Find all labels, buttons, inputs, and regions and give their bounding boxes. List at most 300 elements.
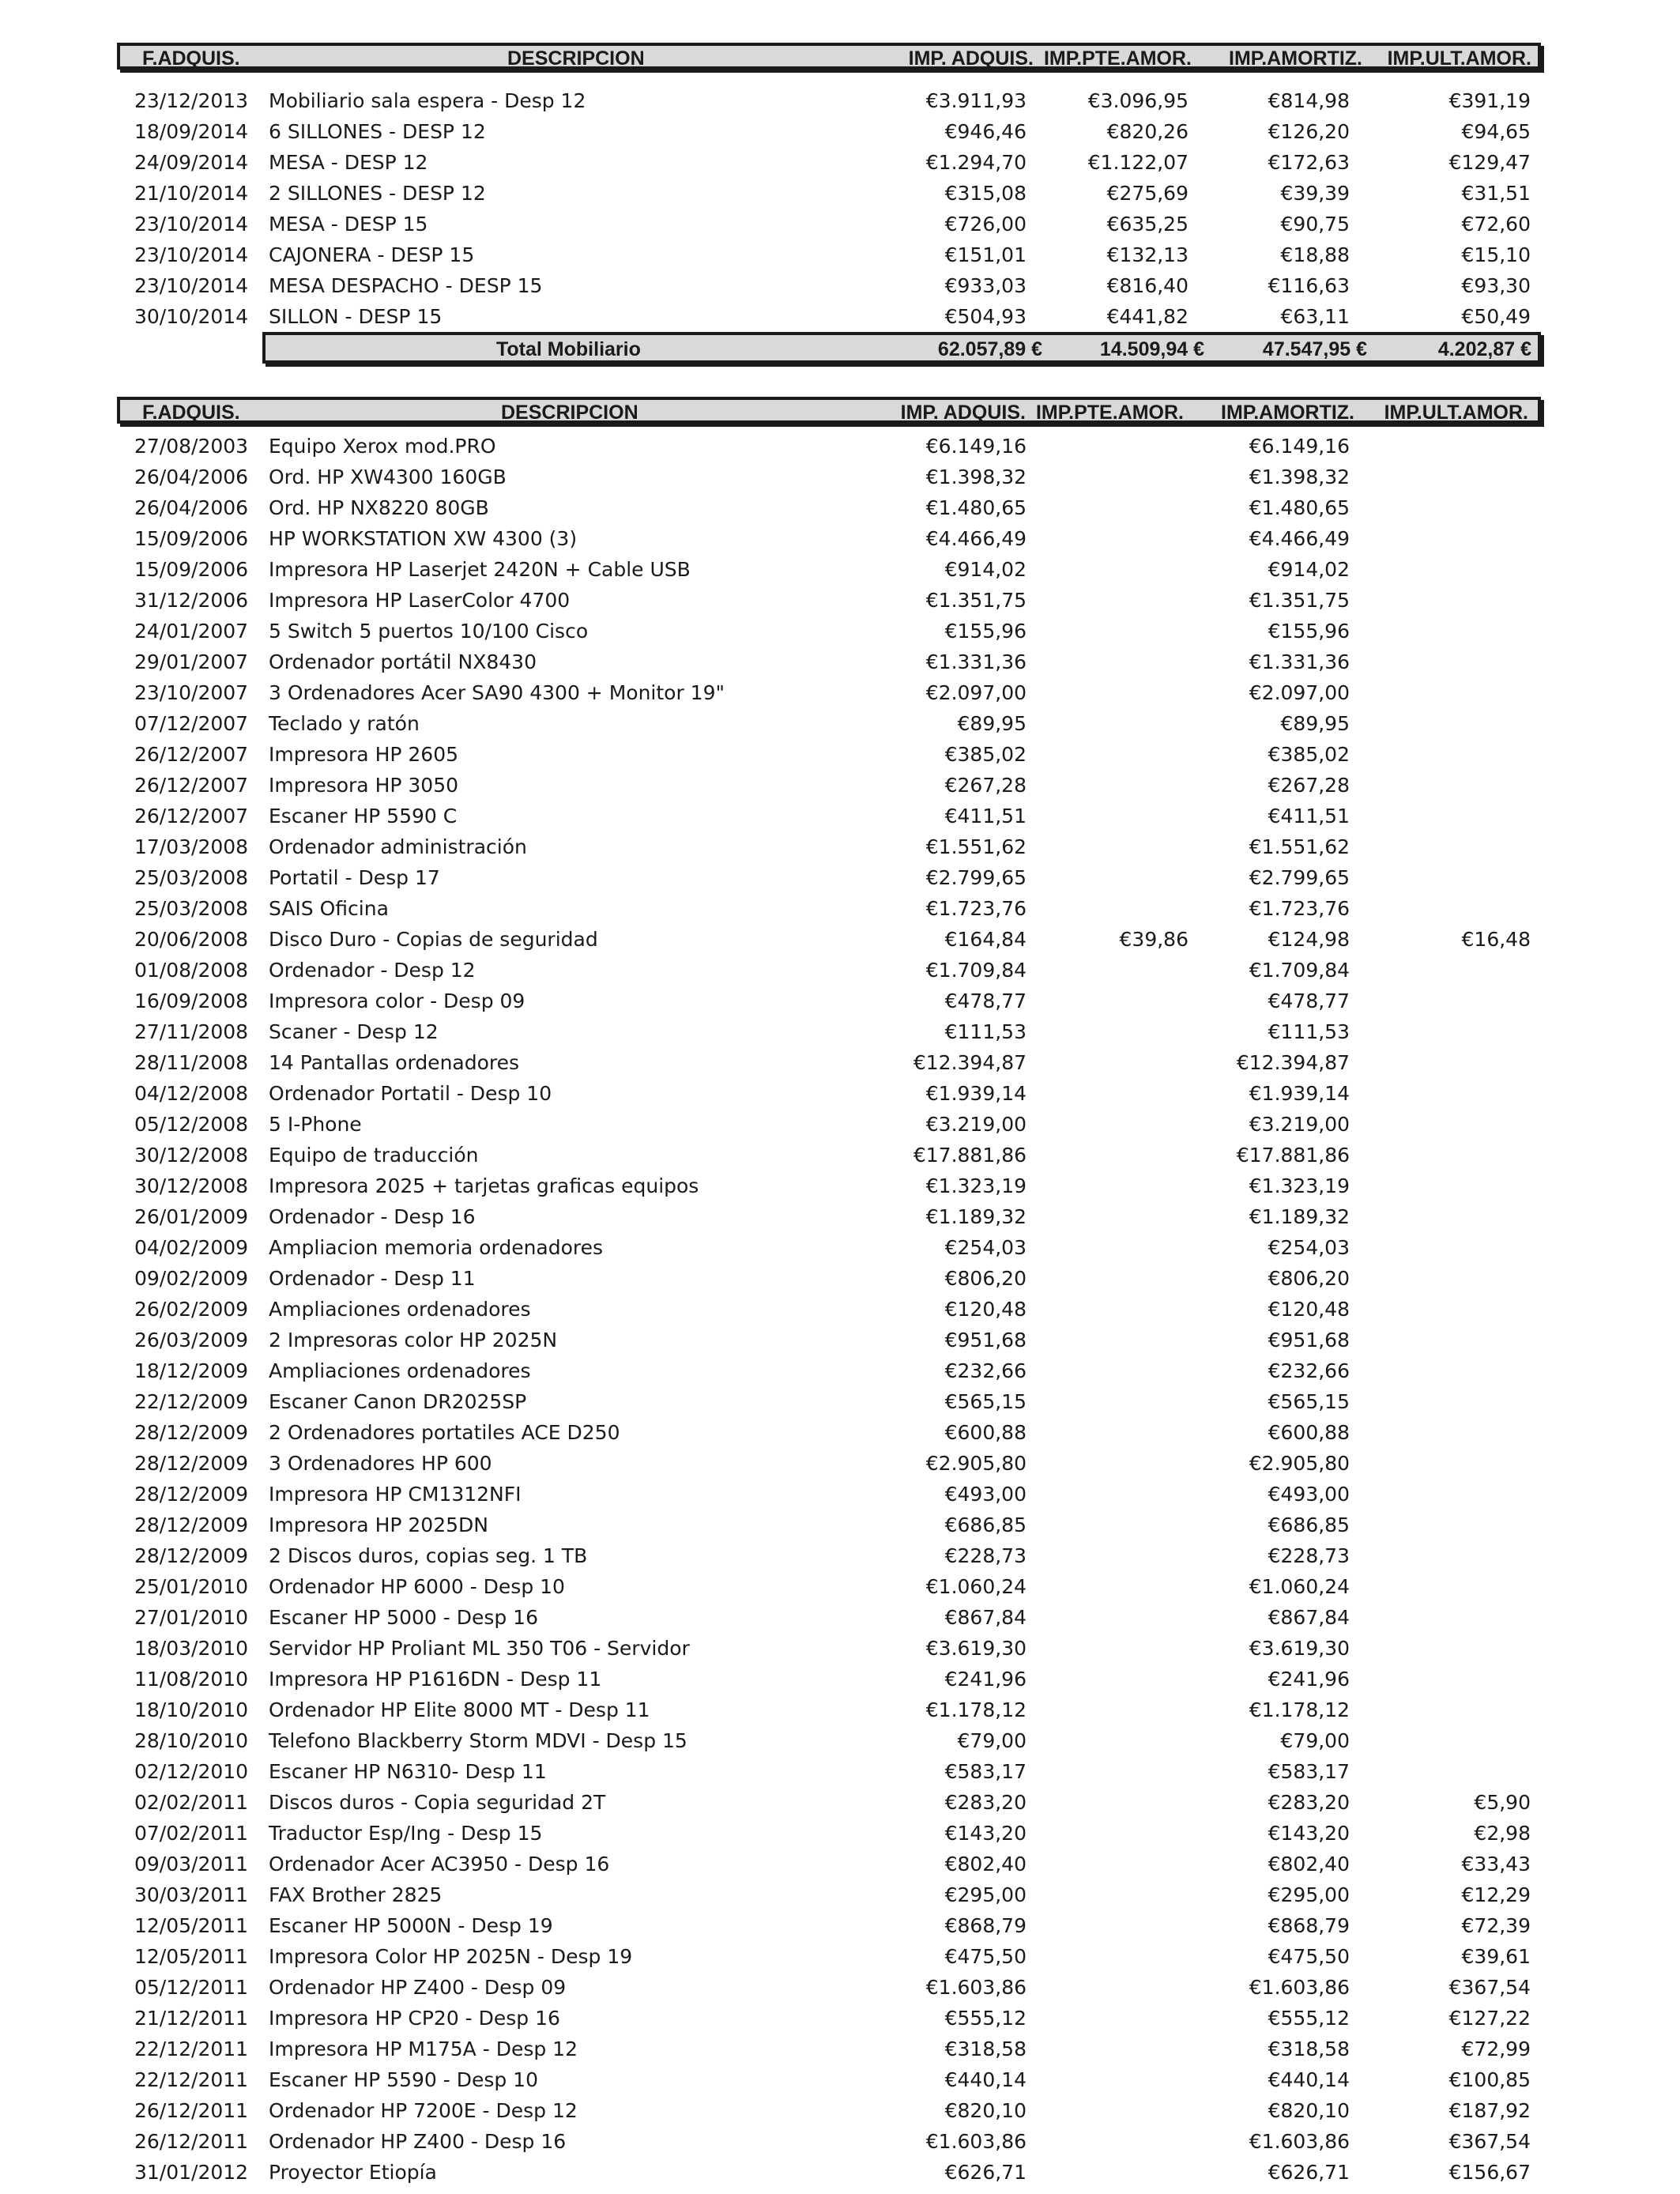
cell-descripcion: Ordenador Portatil - Desp 10 xyxy=(269,1082,552,1105)
cell-imp-amortiz: €626,71 xyxy=(1268,2161,1350,2184)
cell-imp-amortiz: €18,88 xyxy=(1280,243,1350,266)
table-row xyxy=(0,1293,1680,1324)
cell-imp-amortiz: €126,20 xyxy=(1268,120,1350,143)
cell-imp-amortiz: €267,28 xyxy=(1268,774,1350,797)
cell-fecha: 28/12/2009 xyxy=(134,1514,249,1536)
table-row xyxy=(0,2125,1680,2156)
cell-imp-pte-amor: €816,40 xyxy=(1106,274,1188,297)
table-row xyxy=(0,646,1680,677)
cell-imp-ult-amor: €39,61 xyxy=(1461,1945,1531,1968)
cell-descripcion: MESA DESPACHO - DESP 15 xyxy=(269,274,543,297)
table-row xyxy=(0,2002,1680,2033)
cell-imp-adquis: €1.060,24 xyxy=(925,1575,1026,1598)
cell-fecha: 04/02/2009 xyxy=(134,1236,249,1259)
cell-imp-adquis: €686,85 xyxy=(944,1514,1026,1536)
cell-fecha: 26/12/2007 xyxy=(134,774,249,797)
table-row xyxy=(0,146,1680,177)
table-row xyxy=(0,1262,1680,1293)
cell-imp-adquis: €1.723,76 xyxy=(925,897,1026,920)
cell-imp-amortiz: €6.149,16 xyxy=(1249,435,1350,458)
cell-imp-amortiz: €120,48 xyxy=(1268,1298,1350,1321)
table-row xyxy=(0,2156,1680,2187)
cell-imp-ult-amor: €187,92 xyxy=(1448,2099,1531,2122)
cell-imp-amortiz: €172,63 xyxy=(1268,151,1350,174)
cell-imp-amortiz: €868,79 xyxy=(1268,1914,1350,1937)
cell-imp-amortiz: €806,20 xyxy=(1268,1267,1350,1290)
cell-imp-adquis: €555,12 xyxy=(944,2007,1026,2030)
cell-fecha: 26/12/2011 xyxy=(134,2099,249,2122)
table-row xyxy=(0,1509,1680,1540)
cell-imp-adquis: €1.189,32 xyxy=(925,1205,1026,1228)
table-row xyxy=(0,177,1680,208)
cell-imp-amortiz: €565,15 xyxy=(1268,1390,1350,1413)
cell-imp-amortiz: €493,00 xyxy=(1268,1483,1350,1506)
equipos-table-body xyxy=(0,430,1680,2187)
cell-descripcion: Ord. HP NX8220 80GB xyxy=(269,496,489,519)
cell-fecha: 26/12/2007 xyxy=(134,743,249,766)
cell-imp-adquis: €120,48 xyxy=(944,1298,1026,1321)
cell-imp-amortiz: €814,98 xyxy=(1268,89,1350,112)
cell-descripcion: Impresora HP CP20 - Desp 16 xyxy=(269,2007,560,2030)
cell-fecha: 31/12/2006 xyxy=(134,589,249,612)
table-row xyxy=(0,1694,1680,1725)
cell-imp-adquis: €933,03 xyxy=(944,274,1026,297)
cell-imp-adquis: €1.294,70 xyxy=(925,151,1026,174)
cell-imp-adquis: €89,95 xyxy=(957,712,1026,735)
cell-imp-adquis: €1.323,19 xyxy=(925,1174,1026,1197)
cell-imp-amortiz: €232,66 xyxy=(1268,1359,1350,1382)
cell-fecha: 07/12/2007 xyxy=(134,712,249,735)
cell-imp-ult-amor: €12,29 xyxy=(1461,1883,1531,1906)
table-row xyxy=(0,1632,1680,1663)
cell-imp-adquis: €1.351,75 xyxy=(925,589,1026,612)
cell-imp-amortiz: €39,39 xyxy=(1280,182,1350,205)
cell-descripcion: Portatil - Desp 17 xyxy=(269,866,440,889)
cell-descripcion: Ordenador HP Z400 - Desp 09 xyxy=(269,1976,567,1999)
cell-fecha: 22/12/2009 xyxy=(134,1390,249,1413)
mobiliario-table-body xyxy=(0,85,1680,331)
cell-imp-amortiz: €914,02 xyxy=(1268,558,1350,581)
cell-descripcion: Ordenador - Desp 16 xyxy=(269,1205,476,1228)
cell-imp-adquis: €802,40 xyxy=(944,1853,1026,1875)
table-row xyxy=(0,2064,1680,2094)
cell-imp-pte-amor: €39,86 xyxy=(1119,928,1188,951)
header-imp-adquis: IMP. ADQUIS. xyxy=(900,401,1026,424)
cell-imp-adquis: €155,96 xyxy=(944,620,1026,643)
cell-imp-adquis: €254,03 xyxy=(944,1236,1026,1259)
table-row xyxy=(0,1755,1680,1786)
cell-imp-amortiz: €1.709,84 xyxy=(1249,959,1350,982)
cell-imp-pte-amor: €820,26 xyxy=(1106,120,1188,143)
cell-imp-amortiz: €1.323,19 xyxy=(1249,1174,1350,1197)
cell-fecha: 09/02/2009 xyxy=(134,1267,249,1290)
cell-descripcion: 3 Ordenadores Acer SA90 4300 + Monitor 19" xyxy=(269,681,725,704)
cell-fecha: 30/12/2008 xyxy=(134,1174,249,1197)
cell-fecha: 26/03/2009 xyxy=(134,1329,249,1351)
table-row xyxy=(0,1971,1680,2002)
cell-imp-adquis: €3.911,93 xyxy=(925,89,1026,112)
cell-fecha: 22/12/2011 xyxy=(134,2038,249,2060)
cell-descripcion: FAX Brother 2825 xyxy=(269,1883,443,1906)
cell-imp-ult-amor: €5,90 xyxy=(1474,1791,1531,1814)
cell-fecha: 02/12/2010 xyxy=(134,1760,249,1783)
table-row xyxy=(0,1077,1680,1108)
cell-fecha: 21/12/2011 xyxy=(134,2007,249,2030)
cell-imp-amortiz: €1.398,32 xyxy=(1249,466,1350,488)
cell-descripcion: Impresora HP LaserColor 4700 xyxy=(269,589,571,612)
table-row xyxy=(0,892,1680,923)
cell-imp-amortiz: €820,10 xyxy=(1268,2099,1350,2122)
cell-imp-amortiz: €2.905,80 xyxy=(1249,1452,1350,1475)
table-row xyxy=(0,1016,1680,1046)
cell-imp-amortiz: €12.394,87 xyxy=(1236,1051,1350,1074)
cell-fecha: 15/09/2006 xyxy=(134,527,249,550)
equipos-table-header xyxy=(117,397,1541,424)
cell-descripcion: Ampliaciones ordenadores xyxy=(269,1359,531,1382)
cell-imp-amortiz: €1.189,32 xyxy=(1249,1205,1350,1228)
cell-imp-ult-amor: €72,60 xyxy=(1461,213,1531,236)
table-row xyxy=(0,1324,1680,1355)
cell-fecha: 07/02/2011 xyxy=(134,1822,249,1845)
cell-fecha: 23/10/2014 xyxy=(134,243,249,266)
cell-fecha: 28/12/2009 xyxy=(134,1544,249,1567)
cell-imp-amortiz: €802,40 xyxy=(1268,1853,1350,1875)
cell-descripcion: HP WORKSTATION XW 4300 (3) xyxy=(269,527,578,550)
cell-imp-amortiz: €555,12 xyxy=(1268,2007,1350,2030)
cell-imp-amortiz: €1.723,76 xyxy=(1249,897,1350,920)
cell-imp-amortiz: €1.603,86 xyxy=(1249,2130,1350,2153)
cell-imp-adquis: €2.905,80 xyxy=(925,1452,1026,1475)
cell-imp-amortiz: €3.219,00 xyxy=(1249,1113,1350,1136)
cell-descripcion: SILLON - DESP 15 xyxy=(269,305,443,328)
cell-imp-amortiz: €228,73 xyxy=(1268,1544,1350,1567)
header-imp-ult-amor: IMP.ULT.AMOR. xyxy=(1387,47,1531,70)
cell-descripcion: Ordenador portátil NX8430 xyxy=(269,650,537,673)
cell-descripcion: Ordenador - Desp 12 xyxy=(269,959,476,982)
cell-fecha: 29/01/2007 xyxy=(134,650,249,673)
cell-fecha: 18/10/2010 xyxy=(134,1698,249,1721)
header-descripcion: DESCRIPCION xyxy=(501,401,638,424)
table-row xyxy=(0,1201,1680,1231)
cell-imp-ult-amor: €129,47 xyxy=(1448,151,1531,174)
cell-imp-amortiz: €89,95 xyxy=(1280,712,1350,735)
cell-fecha: 16/09/2008 xyxy=(134,990,249,1012)
cell-fecha: 04/12/2008 xyxy=(134,1082,249,1105)
cell-imp-adquis: €565,15 xyxy=(944,1390,1026,1413)
header-imp-amortiz: IMP.AMORTIZ. xyxy=(1229,47,1362,70)
cell-imp-amortiz: €478,77 xyxy=(1268,990,1350,1012)
cell-descripcion: Impresora 2025 + tarjetas graficas equipos xyxy=(269,1174,699,1197)
cell-fecha: 30/03/2011 xyxy=(134,1883,249,1906)
cell-imp-adquis: €504,93 xyxy=(944,305,1026,328)
cell-descripcion: Escaner HP N6310- Desp 11 xyxy=(269,1760,547,1783)
cell-imp-pte-amor: €635,25 xyxy=(1106,213,1188,236)
cell-fecha: 09/03/2011 xyxy=(134,1853,249,1875)
cell-imp-ult-amor: €391,19 xyxy=(1448,89,1531,112)
cell-imp-adquis: €440,14 xyxy=(944,2068,1026,2091)
cell-descripcion: Ordenador HP Elite 8000 MT - Desp 11 xyxy=(269,1698,650,1721)
cell-imp-amortiz: €411,51 xyxy=(1268,805,1350,827)
cell-fecha: 28/10/2010 xyxy=(134,1729,249,1752)
cell-descripcion: Impresora HP 2025DN xyxy=(269,1514,488,1536)
cell-fecha: 22/12/2011 xyxy=(134,2068,249,2091)
header-imp-pte-amor: IMP.PTE.AMOR. xyxy=(1043,47,1192,70)
cell-descripcion: Ord. HP XW4300 160GB xyxy=(269,466,507,488)
cell-imp-amortiz: €1.060,24 xyxy=(1249,1575,1350,1598)
cell-imp-adquis: €1.603,86 xyxy=(925,1976,1026,1999)
cell-descripcion: Ordenador HP 7200E - Desp 12 xyxy=(269,2099,578,2122)
cell-descripcion: 6 SILLONES - DESP 12 xyxy=(269,120,486,143)
cell-fecha: 26/04/2006 xyxy=(134,466,249,488)
cell-fecha: 26/12/2011 xyxy=(134,2130,249,2153)
cell-imp-amortiz: €1.351,75 xyxy=(1249,589,1350,612)
cell-imp-amortiz: €124,98 xyxy=(1268,928,1350,951)
cell-descripcion: Ordenador - Desp 11 xyxy=(269,1267,476,1290)
cell-descripcion: Impresora color - Desp 09 xyxy=(269,990,525,1012)
cell-imp-amortiz: €951,68 xyxy=(1268,1329,1350,1351)
cell-descripcion: 5 I-Phone xyxy=(269,1113,362,1136)
cell-imp-adquis: €4.466,49 xyxy=(925,527,1026,550)
cell-descripcion: Scaner - Desp 12 xyxy=(269,1020,439,1043)
cell-fecha: 01/08/2008 xyxy=(134,959,249,982)
cell-imp-adquis: €867,84 xyxy=(944,1606,1026,1629)
cell-imp-amortiz: €440,14 xyxy=(1268,2068,1350,2091)
table-row xyxy=(0,1601,1680,1632)
cell-fecha: 28/12/2009 xyxy=(134,1452,249,1475)
cell-imp-adquis: €228,73 xyxy=(944,1544,1026,1567)
total-mobiliario-row xyxy=(262,332,1541,364)
cell-imp-adquis: €267,28 xyxy=(944,774,1026,797)
cell-fecha: 18/03/2010 xyxy=(134,1637,249,1660)
table-row xyxy=(0,1231,1680,1262)
table-row xyxy=(0,1725,1680,1755)
table-row xyxy=(0,115,1680,146)
cell-imp-amortiz: €2.097,00 xyxy=(1249,681,1350,704)
cell-imp-adquis: €151,01 xyxy=(944,243,1026,266)
cell-fecha: 25/03/2008 xyxy=(134,897,249,920)
cell-imp-adquis: €6.149,16 xyxy=(925,435,1026,458)
cell-fecha: 23/10/2014 xyxy=(134,274,249,297)
cell-imp-adquis: €385,02 xyxy=(944,743,1026,766)
cell-descripcion: Ordenador HP 6000 - Desp 10 xyxy=(269,1575,565,1598)
cell-imp-ult-amor: €33,43 xyxy=(1461,1853,1531,1875)
cell-descripcion: Escaner HP 5590 C xyxy=(269,805,458,827)
cell-imp-adquis: €2.097,00 xyxy=(925,681,1026,704)
table-row xyxy=(0,954,1680,985)
table-row xyxy=(0,1786,1680,1817)
cell-descripcion: CAJONERA - DESP 15 xyxy=(269,243,475,266)
cell-descripcion: Disco Duro - Copias de seguridad xyxy=(269,928,598,951)
table-row xyxy=(0,2094,1680,2125)
table-row xyxy=(0,1385,1680,1416)
cell-imp-adquis: €12.394,87 xyxy=(913,1051,1026,1074)
table-row xyxy=(0,738,1680,769)
cell-imp-amortiz: €600,88 xyxy=(1268,1421,1350,1444)
table-row xyxy=(0,1355,1680,1385)
cell-imp-adquis: €493,00 xyxy=(944,1483,1026,1506)
cell-imp-amortiz: €79,00 xyxy=(1280,1729,1350,1752)
table-row xyxy=(0,1909,1680,1940)
cell-fecha: 27/08/2003 xyxy=(134,435,249,458)
cell-imp-amortiz: €143,20 xyxy=(1268,1822,1350,1845)
table-row xyxy=(0,1570,1680,1601)
cell-imp-adquis: €241,96 xyxy=(944,1668,1026,1691)
table-row xyxy=(0,1879,1680,1909)
cell-imp-ult-amor: €367,54 xyxy=(1448,2130,1531,2153)
cell-descripcion: Ampliaciones ordenadores xyxy=(269,1298,531,1321)
cell-imp-adquis: €315,08 xyxy=(944,182,1026,205)
cell-imp-adquis: €295,00 xyxy=(944,1883,1026,1906)
cell-fecha: 28/12/2009 xyxy=(134,1483,249,1506)
cell-descripcion: MESA - DESP 12 xyxy=(269,151,428,174)
cell-fecha: 12/05/2011 xyxy=(134,1945,249,1968)
cell-imp-ult-amor: €94,65 xyxy=(1461,120,1531,143)
cell-fecha: 25/01/2010 xyxy=(134,1575,249,1598)
cell-imp-amortiz: €254,03 xyxy=(1268,1236,1350,1259)
cell-imp-pte-amor: €3.096,95 xyxy=(1087,89,1188,112)
cell-fecha: 26/02/2009 xyxy=(134,1298,249,1321)
cell-fecha: 02/02/2011 xyxy=(134,1791,249,1814)
cell-imp-adquis: €1.939,14 xyxy=(925,1082,1026,1105)
cell-imp-adquis: €1.603,86 xyxy=(925,2130,1026,2153)
cell-fecha: 31/01/2012 xyxy=(134,2161,249,2184)
cell-descripcion: Equipo de traducción xyxy=(269,1144,479,1167)
cell-fecha: 23/10/2007 xyxy=(134,681,249,704)
table-row xyxy=(0,861,1680,892)
cell-imp-adquis: €1.178,12 xyxy=(925,1698,1026,1721)
header-descripcion: DESCRIPCION xyxy=(507,47,645,70)
cell-imp-ult-amor: €100,85 xyxy=(1448,2068,1531,2091)
cell-imp-ult-amor: €16,48 xyxy=(1461,928,1531,951)
cell-imp-adquis: €626,71 xyxy=(944,2161,1026,2184)
table-row xyxy=(0,461,1680,492)
cell-imp-adquis: €411,51 xyxy=(944,805,1026,827)
cell-imp-ult-amor: €15,10 xyxy=(1461,243,1531,266)
cell-fecha: 27/11/2008 xyxy=(134,1020,249,1043)
cell-fecha: 23/10/2014 xyxy=(134,213,249,236)
table-row xyxy=(0,584,1680,615)
cell-imp-ult-amor: €367,54 xyxy=(1448,1976,1531,1999)
cell-descripcion: Escaner HP 5590 - Desp 10 xyxy=(269,2068,538,2091)
cell-imp-amortiz: €583,17 xyxy=(1268,1760,1350,1783)
cell-descripcion: 2 SILLONES - DESP 12 xyxy=(269,182,486,205)
cell-descripcion: 14 Pantallas ordenadores xyxy=(269,1051,520,1074)
cell-imp-adquis: €946,46 xyxy=(944,120,1026,143)
cell-imp-pte-amor: €132,13 xyxy=(1106,243,1188,266)
cell-descripcion: Servidor HP Proliant ML 350 T06 - Servidor xyxy=(269,1637,690,1660)
cell-imp-adquis: €1.709,84 xyxy=(925,959,1026,982)
cell-imp-adquis: €232,66 xyxy=(944,1359,1026,1382)
table-row xyxy=(0,1848,1680,1879)
table-row xyxy=(0,1817,1680,1848)
cell-descripcion: 2 Ordenadores portatiles ACE D250 xyxy=(269,1421,620,1444)
cell-fecha: 24/01/2007 xyxy=(134,620,249,643)
cell-imp-amortiz: €155,96 xyxy=(1268,620,1350,643)
cell-descripcion: Escaner HP 5000N - Desp 19 xyxy=(269,1914,553,1937)
cell-descripcion: Impresora HP P1616DN - Desp 11 xyxy=(269,1668,602,1691)
cell-fecha: 30/12/2008 xyxy=(134,1144,249,1167)
cell-imp-ult-amor: €31,51 xyxy=(1461,182,1531,205)
table-row xyxy=(0,1540,1680,1570)
cell-imp-amortiz: €2.799,65 xyxy=(1249,866,1350,889)
cell-fecha: 26/04/2006 xyxy=(134,496,249,519)
cell-imp-adquis: €1.551,62 xyxy=(925,835,1026,858)
cell-imp-adquis: €143,20 xyxy=(944,1822,1026,1845)
cell-descripcion: Teclado y ratón xyxy=(269,712,420,735)
header-imp-adquis: IMP. ADQUIS. xyxy=(908,47,1034,70)
total-label: Total Mobiliario xyxy=(496,338,641,360)
cell-descripcion: 3 Ordenadores HP 600 xyxy=(269,1452,492,1475)
table-row xyxy=(0,430,1680,461)
cell-imp-adquis: €283,20 xyxy=(944,1791,1026,1814)
cell-fecha: 15/09/2006 xyxy=(134,558,249,581)
cell-descripcion: Ordenador administración xyxy=(269,835,527,858)
table-row xyxy=(0,208,1680,239)
cell-imp-adquis: €318,58 xyxy=(944,2038,1026,2060)
cell-imp-adquis: €1.398,32 xyxy=(925,466,1026,488)
table-row xyxy=(0,239,1680,270)
mobiliario-table-header xyxy=(117,43,1541,70)
cell-imp-ult-amor: €50,49 xyxy=(1461,305,1531,328)
table-row xyxy=(0,1940,1680,1971)
cell-fecha: 26/12/2007 xyxy=(134,805,249,827)
cell-descripcion: Escaner Canon DR2025SP xyxy=(269,1390,527,1413)
cell-descripcion: Impresora HP M175A - Desp 12 xyxy=(269,2038,578,2060)
table-row xyxy=(0,1447,1680,1478)
table-row xyxy=(0,85,1680,115)
table-row xyxy=(0,1416,1680,1447)
cell-imp-amortiz: €63,11 xyxy=(1280,305,1350,328)
cell-imp-adquis: €79,00 xyxy=(957,1729,1026,1752)
cell-descripcion: Impresora HP CM1312NFI xyxy=(269,1483,522,1506)
cell-imp-adquis: €583,17 xyxy=(944,1760,1026,1783)
table-row xyxy=(0,615,1680,646)
table-row xyxy=(0,2033,1680,2064)
cell-imp-amortiz: €686,85 xyxy=(1268,1514,1350,1536)
table-row xyxy=(0,677,1680,707)
cell-fecha: 30/10/2014 xyxy=(134,305,249,328)
cell-fecha: 23/12/2013 xyxy=(134,89,249,112)
cell-imp-adquis: €820,10 xyxy=(944,2099,1026,2122)
table-row xyxy=(0,522,1680,553)
cell-imp-amortiz: €1.331,36 xyxy=(1249,650,1350,673)
cell-imp-amortiz: €3.619,30 xyxy=(1249,1637,1350,1660)
cell-imp-adquis: €726,00 xyxy=(944,213,1026,236)
cell-fecha: 12/05/2011 xyxy=(134,1914,249,1937)
cell-imp-adquis: €475,50 xyxy=(944,1945,1026,1968)
cell-imp-amortiz: €295,00 xyxy=(1268,1883,1350,1906)
cell-descripcion: Proyector Etiopía xyxy=(269,2161,437,2184)
cell-fecha: 05/12/2011 xyxy=(134,1976,249,1999)
cell-descripcion: 2 Impresoras color HP 2025N xyxy=(269,1329,558,1351)
cell-imp-amortiz: €318,58 xyxy=(1268,2038,1350,2060)
cell-imp-adquis: €600,88 xyxy=(944,1421,1026,1444)
table-row xyxy=(0,769,1680,800)
table-row xyxy=(0,270,1680,300)
cell-imp-pte-amor: €441,82 xyxy=(1106,305,1188,328)
cell-imp-pte-amor: €1.122,07 xyxy=(1087,151,1188,174)
cell-fecha: 25/03/2008 xyxy=(134,866,249,889)
cell-imp-adquis: €3.219,00 xyxy=(925,1113,1026,1136)
cell-descripcion: Mobiliario sala espera - Desp 12 xyxy=(269,89,586,112)
table-row xyxy=(0,985,1680,1016)
total-imp-pte-amor: 14.509,94 € xyxy=(1099,338,1204,360)
cell-descripcion: Escaner HP 5000 - Desp 16 xyxy=(269,1606,538,1629)
cell-imp-amortiz: €116,63 xyxy=(1268,274,1350,297)
cell-imp-ult-amor: €72,39 xyxy=(1461,1914,1531,1937)
cell-imp-adquis: €914,02 xyxy=(944,558,1026,581)
cell-descripcion: MESA - DESP 15 xyxy=(269,213,428,236)
